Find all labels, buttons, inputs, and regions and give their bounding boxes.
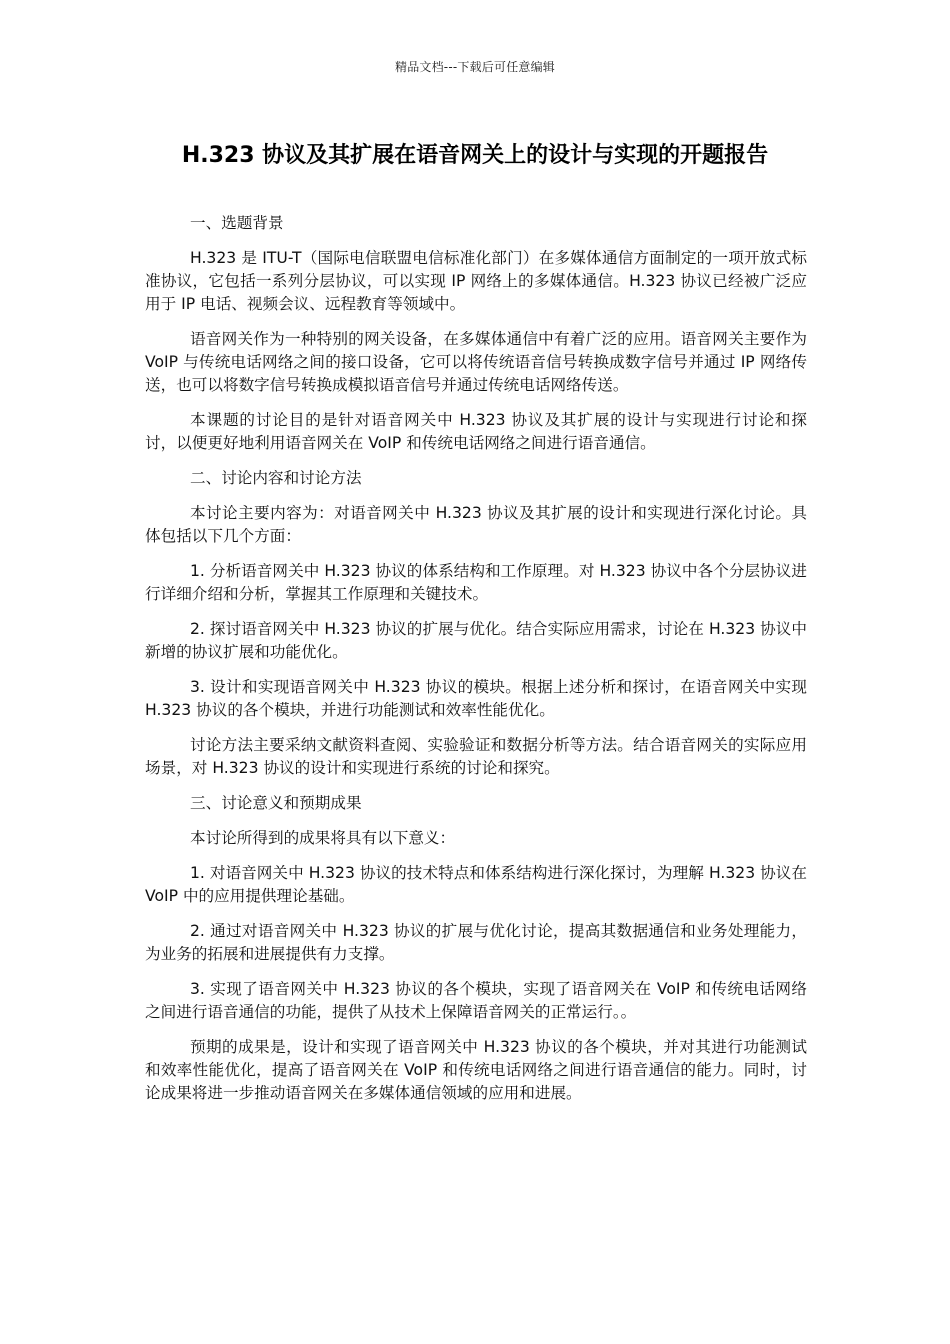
header-note: 精品文档---下载后可任意编辑 bbox=[395, 60, 555, 74]
paragraph: 预期的成果是，设计和实现了语音网关中 H.323 协议的各个模块，并对其进行功能测试和效率性能优化，提高了语音网关在 VoIP 和传统电话网络之间进行语音通信的能力。同时，讨论成果将进一步推动语音网关在多媒体通信领域的应用和进展。 bbox=[145, 1038, 807, 1102]
section-heading-significance: 三、讨论意义和预期成果 bbox=[190, 794, 362, 812]
list-item-paragraph: 2. 探讨语音网关中 H.323 协议的扩展与优化。结合实际应用需求，讨论在 H.323 协议中新增的协议扩展和功能优化。 bbox=[145, 620, 807, 661]
document-body bbox=[145, 212, 807, 1117]
list-item-paragraph: 1. 分析语音网关中 H.323 协议的体系结构和工作原理。对 H.323 协议中各个分层协议进行详细介绍和分析，掌握其工作原理和关键技术。 bbox=[145, 562, 807, 603]
section-heading-content-method: 二、讨论内容和讨论方法 bbox=[190, 469, 362, 487]
paragraph: 讨论方法主要采纳文献资料查阅、实验验证和数据分析等方法。结合语音网关的实际应用场景，对 H.323 协议的设计和实现进行系统的讨论和探究。 bbox=[145, 736, 807, 777]
paragraph: 本课题的讨论目的是针对语音网关中 H.323 协议及其扩展的设计与实现进行讨论和探讨，以便更好地利用语音网关在 VoIP 和传统电话网络之间进行语音通信。 bbox=[145, 411, 807, 452]
document-title: H.323 协议及其扩展在语音网关上的设计与实现的开题报告 bbox=[181, 143, 769, 168]
section-heading-background: 一、选题背景 bbox=[190, 214, 284, 232]
list-item-paragraph: 3. 设计和实现语音网关中 H.323 协议的模块。根据上述分析和探讨，在语音网关中实现 H.323 协议的各个模块，并进行功能测试和效率性能优化。 bbox=[145, 678, 807, 719]
paragraph: H.323 是 ITU-T（国际电信联盟电信标准化部门）在多媒体通信方面制定的一项开放式标准协议，它包括一系列分层协议，可以实现 IP 网络上的多媒体通信。H.323 协议已经被广泛应用于 IP 电话、视频会议、远程教育等领域中。 bbox=[145, 249, 807, 313]
list-item-paragraph: 2. 通过对语音网关中 H.323 协议的扩展与优化讨论，提高其数据通信和业务处理能力，为业务的拓展和进展提供有力支撑。 bbox=[145, 922, 807, 963]
paragraph: 本讨论主要内容为：对语音网关中 H.323 协议及其扩展的设计和实现进行深化讨论。具体包括以下几个方面： bbox=[145, 504, 807, 545]
paragraph: 本讨论所得到的成果将具有以下意义： bbox=[190, 829, 456, 847]
paragraph: 语音网关作为一种特别的网关设备，在多媒体通信中有着广泛的应用。语音网关主要作为 VoIP 与传统电话网络之间的接口设备，它可以将传统语音信号转换成数字信号并通过 IP 网络传送，也可以将数字信号转换成模拟语音信号并通过传统电话网络传送。 bbox=[145, 330, 807, 394]
list-item-paragraph: 3. 实现了语音网关中 H.323 协议的各个模块，实现了语音网关在 VoIP 和传统电话网络之间进行语音通信的功能，提供了从技术上保障语音网关的正常运行。。 bbox=[145, 980, 807, 1021]
list-item-paragraph: 1. 对语音网关中 H.323 协议的技术特点和体系结构进行深化探讨，为理解 H.323 协议在 VoIP 中的应用提供理论基础。 bbox=[145, 864, 807, 905]
